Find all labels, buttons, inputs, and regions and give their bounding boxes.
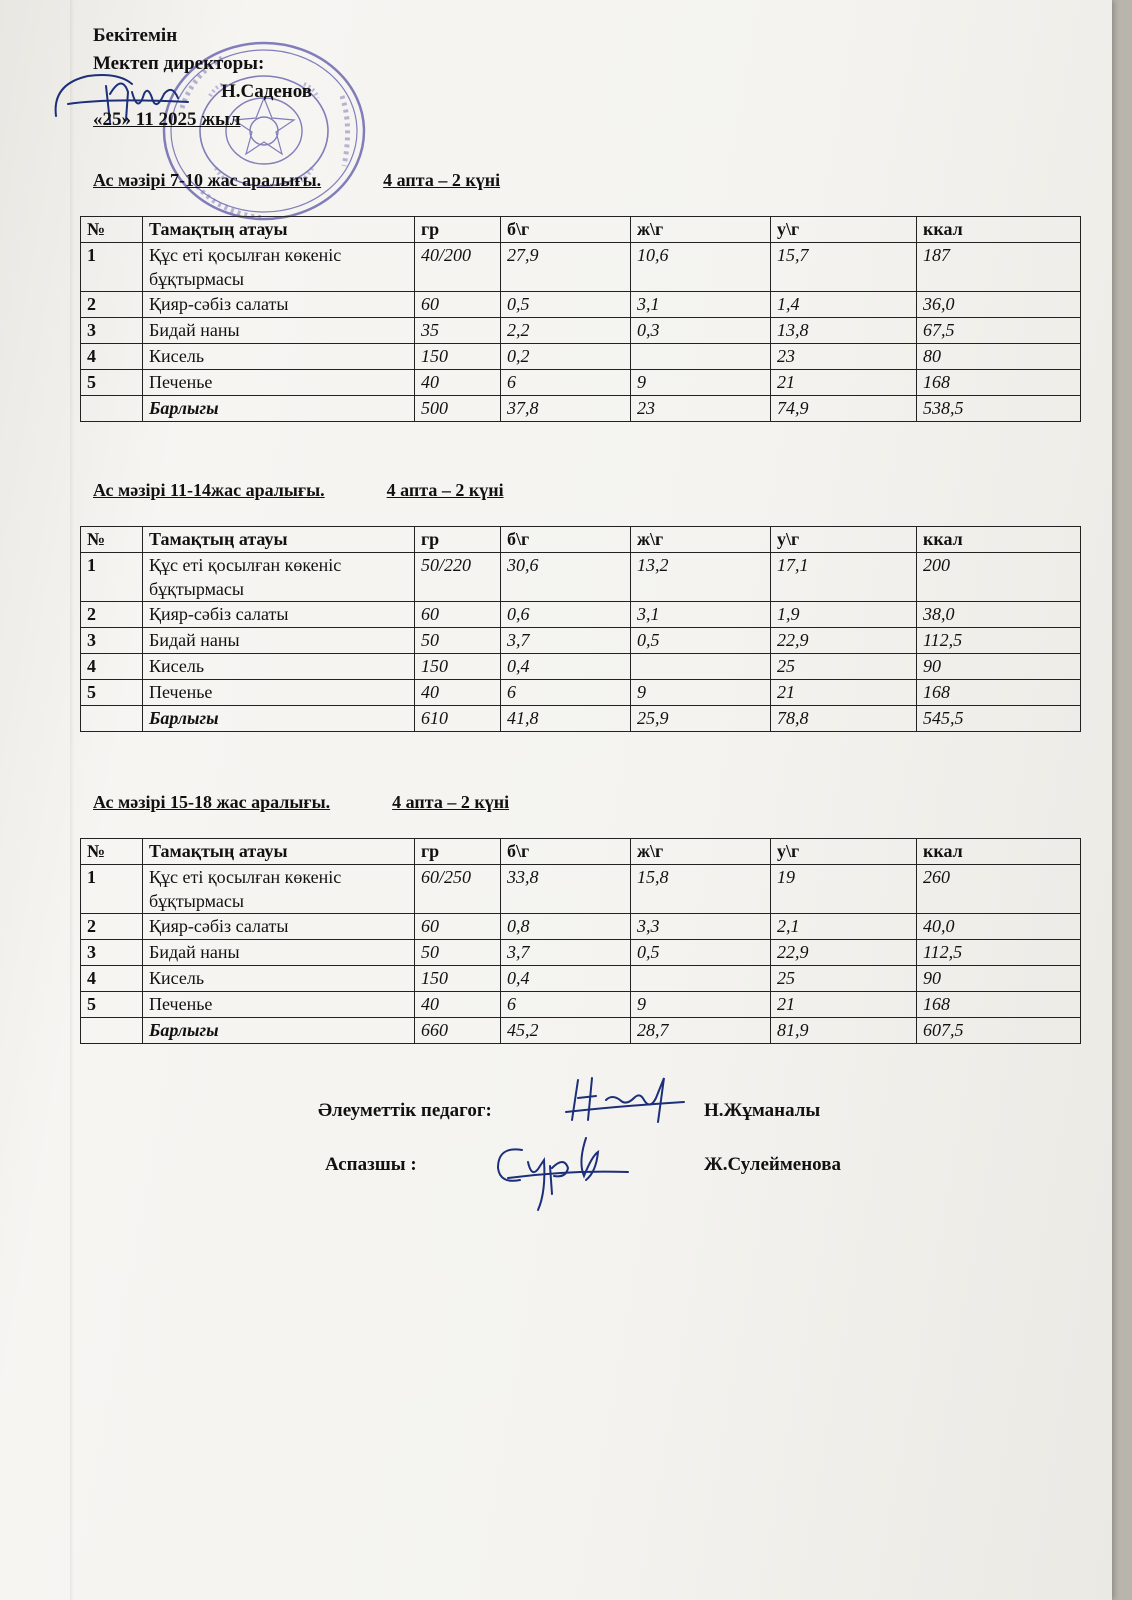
- total-row: [81, 1018, 1081, 1044]
- row-number: 1: [81, 553, 143, 602]
- total-label: Барлыгы: [143, 396, 415, 422]
- cell-u: 21: [771, 370, 917, 396]
- table-header-row: [81, 527, 1081, 553]
- cell-b: 0,6: [501, 602, 631, 628]
- cell-u: 21: [771, 992, 917, 1018]
- cell-b: 6: [501, 680, 631, 706]
- row-number: 5: [81, 992, 143, 1018]
- menu-week: 4 апта – 2 күні: [386, 480, 504, 500]
- empty-cell: [81, 1018, 143, 1044]
- cell-zh: 9: [631, 992, 771, 1018]
- pedagogue-name: Н.Жұманалы: [704, 1100, 821, 1121]
- dish-name: Қияр-сәбіз салаты: [143, 292, 415, 318]
- total-row: [81, 396, 1081, 422]
- cell-zh: [631, 344, 771, 370]
- row-number: 3: [81, 318, 143, 344]
- director-position: Мектеп директоры:: [93, 53, 265, 74]
- column-header: ккал: [917, 217, 1081, 243]
- cell-u: 23: [771, 344, 917, 370]
- total-gr: 610: [415, 706, 501, 732]
- table-row: [81, 553, 1081, 602]
- cell-zh: 0,5: [631, 628, 771, 654]
- cell-zh: 0,3: [631, 318, 771, 344]
- cell-zh: 3,1: [631, 602, 771, 628]
- cell-u: 25: [771, 966, 917, 992]
- cell-b: 6: [501, 370, 631, 396]
- table-row: [81, 318, 1081, 344]
- dish-name: Бидай наны: [143, 628, 415, 654]
- table-row: [81, 654, 1081, 680]
- total-kcal: 607,5: [917, 1018, 1081, 1044]
- table-row: [81, 966, 1081, 992]
- total-label: Барлыгы: [143, 706, 415, 732]
- menu-title-text: Ас мәзірі 7-10 жас аралығы.: [93, 170, 322, 190]
- column-header: б\г: [501, 527, 631, 553]
- pedagogue-label: Әлеуметтік педагог:: [318, 1100, 492, 1121]
- cell-gr: 50/220: [415, 553, 501, 602]
- cell-u: 22,9: [771, 940, 917, 966]
- cell-zh: 3,3: [631, 914, 771, 940]
- cell-b: 6: [501, 992, 631, 1018]
- column-header: б\г: [501, 217, 631, 243]
- cell-b: 33,8: [501, 865, 631, 914]
- menu-title-11-14: [93, 480, 504, 501]
- column-header: №: [81, 527, 143, 553]
- dish-name: Печенье: [143, 680, 415, 706]
- dish-name: Бидай наны: [143, 318, 415, 344]
- menu-week: 4 апта – 2 күні: [383, 170, 501, 190]
- column-header: Тамақтың атауы: [143, 217, 415, 243]
- column-header: ж\г: [631, 217, 771, 243]
- dish-name: Печенье: [143, 992, 415, 1018]
- menu-title-text: Ас мәзірі 15-18 жас аралығы.: [93, 792, 331, 812]
- cell-b: 30,6: [501, 553, 631, 602]
- cell-gr: 50: [415, 628, 501, 654]
- cell-kcal: 112,5: [917, 628, 1081, 654]
- cell-zh: [631, 654, 771, 680]
- menu-week: 4 апта – 2 күні: [392, 792, 510, 812]
- column-header: ккал: [917, 839, 1081, 865]
- table-row: [81, 602, 1081, 628]
- director-name: Н.Саденов: [221, 81, 313, 102]
- column-header: №: [81, 217, 143, 243]
- menu-table: [80, 838, 1081, 1044]
- table-row: [81, 914, 1081, 940]
- cell-kcal: 187: [917, 243, 1081, 292]
- cell-kcal: 200: [917, 553, 1081, 602]
- approval-date: «25» 11 2025 жыл: [93, 109, 241, 130]
- cell-b: 0,5: [501, 292, 631, 318]
- table-row: [81, 243, 1081, 292]
- row-number: 3: [81, 940, 143, 966]
- cell-kcal: 36,0: [917, 292, 1081, 318]
- table-row: [81, 628, 1081, 654]
- dish-name: Печенье: [143, 370, 415, 396]
- cell-gr: 60/250: [415, 865, 501, 914]
- total-zh: 25,9: [631, 706, 771, 732]
- row-number: 2: [81, 914, 143, 940]
- cell-kcal: 80: [917, 344, 1081, 370]
- cell-b: 0,4: [501, 654, 631, 680]
- row-number: 4: [81, 654, 143, 680]
- total-kcal: 545,5: [917, 706, 1081, 732]
- total-row: [81, 706, 1081, 732]
- paper-fold: [70, 0, 74, 1600]
- total-gr: 660: [415, 1018, 501, 1044]
- cell-b: 0,4: [501, 966, 631, 992]
- cell-u: 22,9: [771, 628, 917, 654]
- dish-name: Кисель: [143, 344, 415, 370]
- row-number: 2: [81, 292, 143, 318]
- row-number: 4: [81, 344, 143, 370]
- cell-b: 3,7: [501, 628, 631, 654]
- cook-signature-icon: [488, 1132, 638, 1216]
- cell-zh: 9: [631, 680, 771, 706]
- cell-gr: 150: [415, 654, 501, 680]
- cell-kcal: 260: [917, 865, 1081, 914]
- cell-kcal: 168: [917, 370, 1081, 396]
- row-number: 5: [81, 370, 143, 396]
- dish-name: Қияр-сәбіз салаты: [143, 914, 415, 940]
- cell-b: 27,9: [501, 243, 631, 292]
- menu-title-15-18: [93, 792, 509, 813]
- cell-b: 3,7: [501, 940, 631, 966]
- dish-name: Бидай наны: [143, 940, 415, 966]
- total-b: 41,8: [501, 706, 631, 732]
- cell-gr: 50: [415, 940, 501, 966]
- column-header: Тамақтың атауы: [143, 839, 415, 865]
- cell-kcal: 40,0: [917, 914, 1081, 940]
- table-row: [81, 865, 1081, 914]
- cell-gr: 40: [415, 370, 501, 396]
- menu-title-7-10: [93, 170, 500, 191]
- total-u: 74,9: [771, 396, 917, 422]
- table-row: [81, 344, 1081, 370]
- column-header: Тамақтың атауы: [143, 527, 415, 553]
- column-header: у\г: [771, 527, 917, 553]
- dish-name: Кисель: [143, 654, 415, 680]
- total-gr: 500: [415, 396, 501, 422]
- dish-name: Құс еті қосылған көкеніс бұқтырмасы: [143, 243, 415, 292]
- cell-gr: 40/200: [415, 243, 501, 292]
- menu-title-text: Ас мәзірі 11-14жас аралығы.: [93, 480, 325, 500]
- table-header-row: [81, 839, 1081, 865]
- total-kcal: 538,5: [917, 396, 1081, 422]
- dish-name: Кисель: [143, 966, 415, 992]
- pedagogue-signature-icon: [560, 1070, 690, 1130]
- column-header: ж\г: [631, 527, 771, 553]
- cell-b: 0,2: [501, 344, 631, 370]
- total-b: 37,8: [501, 396, 631, 422]
- cook-name: Ж.Сулейменова: [704, 1154, 841, 1175]
- column-header: №: [81, 839, 143, 865]
- column-header: гр: [415, 839, 501, 865]
- approval-label: Бекітемін: [93, 25, 178, 46]
- column-header: б\г: [501, 839, 631, 865]
- cell-gr: 60: [415, 914, 501, 940]
- cell-zh: [631, 966, 771, 992]
- cell-kcal: 168: [917, 680, 1081, 706]
- total-u: 81,9: [771, 1018, 917, 1044]
- cell-kcal: 90: [917, 966, 1081, 992]
- row-number: 4: [81, 966, 143, 992]
- total-zh: 28,7: [631, 1018, 771, 1044]
- total-zh: 23: [631, 396, 771, 422]
- dish-name: Құс еті қосылған көкеніс бұқтырмасы: [143, 865, 415, 914]
- table-header-row: [81, 217, 1081, 243]
- dish-name: Құс еті қосылған көкеніс бұқтырмасы: [143, 553, 415, 602]
- table-row: [81, 370, 1081, 396]
- cell-zh: 10,6: [631, 243, 771, 292]
- cell-u: 15,7: [771, 243, 917, 292]
- row-number: 3: [81, 628, 143, 654]
- total-label: Барлыгы: [143, 1018, 415, 1044]
- total-u: 78,8: [771, 706, 917, 732]
- cell-gr: 60: [415, 602, 501, 628]
- cell-u: 17,1: [771, 553, 917, 602]
- total-b: 45,2: [501, 1018, 631, 1044]
- cell-kcal: 67,5: [917, 318, 1081, 344]
- cell-kcal: 38,0: [917, 602, 1081, 628]
- cell-gr: 150: [415, 344, 501, 370]
- cell-b: 0,8: [501, 914, 631, 940]
- cell-zh: 3,1: [631, 292, 771, 318]
- cell-gr: 35: [415, 318, 501, 344]
- signatures-block: [0, 1092, 1112, 1192]
- cell-b: 2,2: [501, 318, 631, 344]
- cell-u: 25: [771, 654, 917, 680]
- cell-kcal: 90: [917, 654, 1081, 680]
- cell-zh: 13,2: [631, 553, 771, 602]
- column-header: у\г: [771, 839, 917, 865]
- row-number: 5: [81, 680, 143, 706]
- cell-zh: 0,5: [631, 940, 771, 966]
- cell-u: 19: [771, 865, 917, 914]
- dish-name: Қияр-сәбіз салаты: [143, 602, 415, 628]
- cell-gr: 150: [415, 966, 501, 992]
- cell-u: 2,1: [771, 914, 917, 940]
- cell-gr: 40: [415, 680, 501, 706]
- menu-table: [80, 216, 1081, 422]
- cell-zh: 9: [631, 370, 771, 396]
- table-row: [81, 680, 1081, 706]
- column-header: ккал: [917, 527, 1081, 553]
- cell-u: 13,8: [771, 318, 917, 344]
- cell-u: 1,4: [771, 292, 917, 318]
- approval-header: [93, 22, 312, 134]
- empty-cell: [81, 396, 143, 422]
- cell-u: 1,9: [771, 602, 917, 628]
- cell-kcal: 112,5: [917, 940, 1081, 966]
- table-row: [81, 992, 1081, 1018]
- cell-gr: 40: [415, 992, 501, 1018]
- menu-table: [80, 526, 1081, 732]
- column-header: гр: [415, 527, 501, 553]
- cook-label: Аспазшы :: [325, 1154, 417, 1175]
- row-number: 2: [81, 602, 143, 628]
- table-row: [81, 292, 1081, 318]
- table-row: [81, 940, 1081, 966]
- cell-zh: 15,8: [631, 865, 771, 914]
- cell-u: 21: [771, 680, 917, 706]
- cell-kcal: 168: [917, 992, 1081, 1018]
- column-header: ж\г: [631, 839, 771, 865]
- row-number: 1: [81, 865, 143, 914]
- column-header: у\г: [771, 217, 917, 243]
- empty-cell: [81, 706, 143, 732]
- cell-gr: 60: [415, 292, 501, 318]
- row-number: 1: [81, 243, 143, 292]
- column-header: гр: [415, 217, 501, 243]
